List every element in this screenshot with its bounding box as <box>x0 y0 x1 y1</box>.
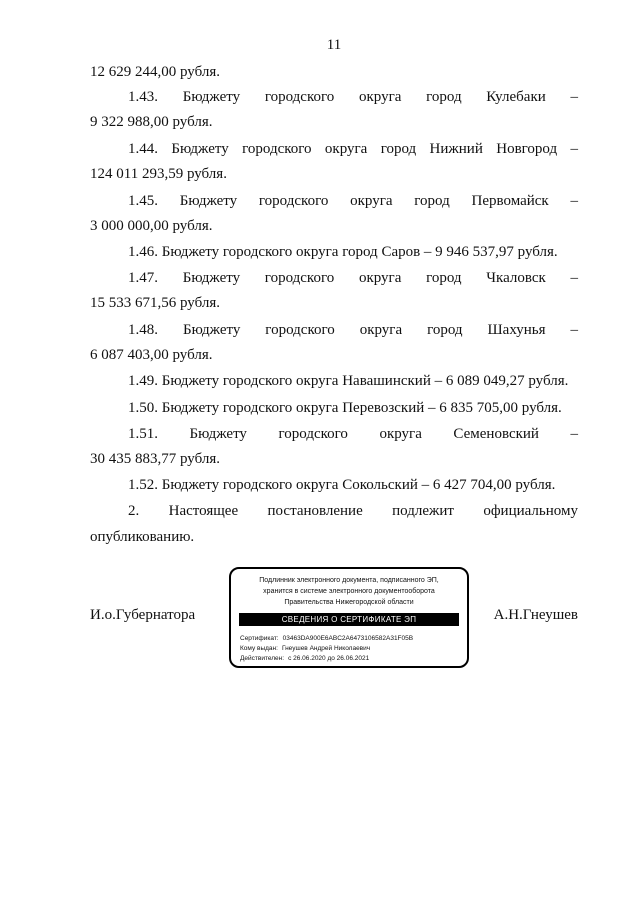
signatory-name: А.Н.Гнеушев <box>493 607 578 623</box>
stamp-certificate-label: Сертификат: <box>240 635 279 642</box>
page-number: 11 <box>326 37 342 53</box>
item-1-44-line: 1.44. Бюджету городского округа город Нижний Новгород – <box>128 141 578 157</box>
paragraph-line: 3 000 000,00 рубля. <box>90 218 213 234</box>
item-1-49-line: 1.49. Бюджету городского округа Навашинский – 6 089 049,27 рубля. <box>128 373 569 389</box>
item-1-51-line: 1.51. Бюджету городского округа Семеновский – <box>128 426 578 442</box>
paragraph-line: опубликованию. <box>90 529 195 545</box>
paragraph-line: 30 435 883,77 рубля. <box>90 451 220 467</box>
item-1-45-line: 1.45. Бюджету городского округа город Первомайск – <box>128 193 578 209</box>
paragraph-line: 124 011 293,59 рубля. <box>90 166 227 182</box>
item-2-line: 2. Настоящее постановление подлежит официальному <box>128 503 578 519</box>
paragraph-line: 6 087 403,00 рубля. <box>90 347 213 363</box>
stamp-note-line: хранится в системе электронного документооборота <box>263 588 435 595</box>
stamp-issued-to <box>240 644 370 654</box>
signatory-position: И.о.Губернатора <box>90 607 196 623</box>
paragraph-line: 9 322 988,00 рубля. <box>90 114 213 130</box>
stamp-note-line: Правительства Нижегородской области <box>284 599 414 606</box>
stamp-issued-to-value: Гнеушев Андрей Николаевич <box>281 645 371 652</box>
stamp-note-line: Подлинник электронного документа, подписанного ЭП, <box>259 577 439 584</box>
e-signature-stamp <box>229 567 469 668</box>
paragraph-line: 15 533 671,56 рубля. <box>90 295 220 311</box>
stamp-validity-label: Действителен: <box>240 655 285 662</box>
stamp-validity <box>240 654 369 664</box>
stamp-issued-to-label: Кому выдан: <box>240 645 278 652</box>
stamp-header: СВЕДЕНИЯ О СЕРТИФИКАТЕ ЭП <box>239 613 459 626</box>
stamp-certificate <box>240 634 413 644</box>
paragraph-line: 12 629 244,00 рубля. <box>90 64 220 80</box>
stamp-validity-value: с 26.06.2020 до 26.06.2021 <box>288 655 370 662</box>
item-1-48-line: 1.48. Бюджету городского округа город Шахунья – <box>128 322 578 338</box>
item-1-46-line: 1.46. Бюджету городского округа город Саров – 9 946 537,97 рубля. <box>128 244 558 260</box>
item-1-52-line: 1.52. Бюджету городского округа Сокольский – 6 427 704,00 рубля. <box>128 477 556 493</box>
item-1-43-line: 1.43. Бюджету городского округа город Кулебаки – <box>128 89 578 105</box>
item-1-50-line: 1.50. Бюджету городского округа Перевозский – 6 835 705,00 рубля. <box>128 400 562 416</box>
item-1-47-line: 1.47. Бюджету городского округа город Чкаловск – <box>128 270 578 286</box>
stamp-certificate-value: 03463DA900E6ABC2A6473106582A31F05B <box>282 635 414 642</box>
